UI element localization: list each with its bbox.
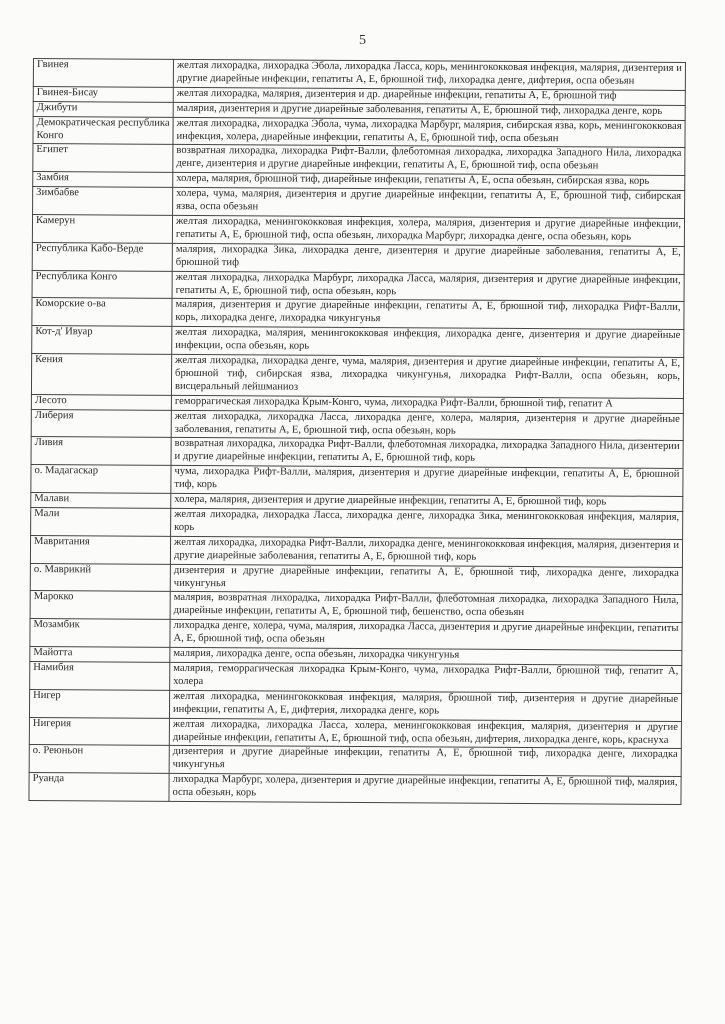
country-cell: Лесото bbox=[31, 394, 171, 410]
table-row bbox=[31, 409, 683, 441]
country-cell: Майотта bbox=[30, 647, 170, 663]
diseases-cell: желтая лихорадка, менингококковая инфекция, малярия, брюшной тиф, дизентерия и другие диарейные инфекции, гепатиты А, Е, дифтерия, лихорадка денге, корь bbox=[169, 690, 681, 721]
table-row bbox=[33, 116, 685, 148]
diseases-cell: желтая лихорадка, лихорадка Эбола, лихорадка Ласса, корь, менингококковая инфекция, малярия, дизентерия и другие диарейные инфекции, гепатиты А, Е, брюшной тиф, лихорадка денге, дифтерия, оспа обезьян bbox=[173, 59, 685, 90]
diseases-cell: возвратная лихорадка, лихорадка Рифт-Валли, флеботомная лихорадка, лихорадка Западного Нила, лихорадка денге, дизентерия и другие диарейные инфекции, гепатиты А, Е, брюшной тиф, оспа обезьян bbox=[173, 145, 685, 176]
table-row bbox=[33, 144, 685, 176]
diseases-cell: малярия, лихорадка денге, оспа обезьян, лихорадка чикунгунья bbox=[170, 647, 682, 665]
diseases-cell: желтая лихорадка, лихорадка Рифт-Валли, лихорадка денге, менингококковая инфекция, малярия, дизентерия и другие диарейные заболевания, гепатиты А, Е, брюшной тиф, корь bbox=[170, 536, 682, 567]
countries-diseases-table bbox=[28, 58, 686, 805]
table-row bbox=[32, 270, 684, 302]
table-row bbox=[30, 563, 682, 595]
page-number: 5 bbox=[359, 33, 366, 48]
table-row bbox=[29, 717, 681, 749]
country-cell: Камерун bbox=[32, 214, 172, 243]
diseases-cell: желтая лихорадка, лихорадка Ласса, лихорадка денге, холера, малярия, дизентерия и другие диарейные заболевания, гепатиты А, Е, брюшной тиф, оспа обезьян, корь bbox=[171, 410, 683, 441]
table-body bbox=[29, 59, 686, 805]
diseases-cell: желтая лихорадка, лихорадка Ласса, холера, менингококковая инфекция, малярия, дизентерия и другие диарейные инфекции, гепатиты А, Е, брюшной тиф, оспа обезьян, дифтерия, лихорадка денге, корь, краснуха bbox=[169, 718, 681, 749]
table-row bbox=[31, 507, 683, 539]
table-row bbox=[31, 437, 683, 469]
country-cell: Кения bbox=[31, 354, 171, 396]
diseases-cell: дизентерия и другие диарейные инфекции, гепатиты А, Е, брюшной тиф, лихорадка денге, лихорадка чикунгунья bbox=[169, 746, 681, 777]
country-cell: Республика Кабо-Верде bbox=[32, 242, 172, 271]
diseases-cell: малярия, возвратная лихорадка, лихорадка Рифт-Валли, флеботомная лихорадка, лихорадка Западного Нила, диарейные инфекции, гепатиты А, Е, брюшной тиф, бешенство, оспа обезьян bbox=[170, 592, 682, 623]
country-cell: Либерия bbox=[31, 409, 171, 438]
country-cell: Малави bbox=[31, 493, 171, 509]
diseases-cell: геморрагическая лихорадка Крым-Конго, чума, лихорадка Рифт-Валли, брюшной тиф, гепатит А bbox=[171, 395, 683, 413]
country-cell: Республика Конго bbox=[32, 270, 172, 299]
diseases-cell: желтая лихорадка, лихорадка денге, чума, малярия, дизентерия и другие диарейные инфекции, гепатиты А, Е, брюшной тиф, сибирская язва, лихорадка чикунгунья, лихорадка Рифт-Валли, оспа обезьян, корь, висцеральный лейшманиоз bbox=[171, 354, 683, 398]
country-cell: Гвинея-Бисау bbox=[33, 86, 173, 102]
diseases-cell: дизентерия и другие диарейные инфекции, гепатиты А, Е, брюшной тиф, лихорадка денге, лихорадка чикунгунья bbox=[170, 564, 682, 595]
diseases-cell: желтая лихорадка, малярия, менингококковая инфекция, лихорадка денге, дизентерия и другие диарейные инфекции, оспа обезьян, корь bbox=[172, 327, 684, 358]
diseases-cell: желтая лихорадка, лихорадка Ласса, лихорадка денге, лихорадка Зика, менингококковая инфекция, малярия, корь bbox=[171, 508, 683, 539]
country-cell: Кот-д' Ивуар bbox=[32, 326, 172, 355]
country-cell: Коморские о-ва bbox=[32, 298, 172, 327]
diseases-cell: малярия, дизентерия и другие диарейные заболевания, гепатиты А, Е, брюшной тиф, лихорадка денге, корь bbox=[173, 102, 685, 120]
table-row bbox=[30, 619, 682, 651]
diseases-cell: холера, малярия, дизентерия и другие диарейные инфекции, гепатиты А, Е, брюшной тиф, корь bbox=[171, 493, 683, 511]
table-row bbox=[32, 242, 684, 274]
diseases-cell: малярия, лихорадка Зика, лихорадка денге, дизентерия и другие диарейные заболевания, гепатиты А, Е, брюшной тиф bbox=[172, 243, 684, 274]
table-row bbox=[30, 591, 682, 623]
diseases-cell: желтая лихорадка, лихорадка Марбург, лихорадка Ласса, малярия, дизентерия и другие диарейные инфекции, гепатиты А, Е, брюшной тиф, оспа обезьян, корь bbox=[172, 271, 684, 302]
table-row bbox=[30, 535, 682, 567]
country-cell: о. Мадагаскар bbox=[31, 465, 171, 494]
country-cell: Ливия bbox=[31, 437, 171, 466]
country-cell: Замбия bbox=[33, 172, 173, 188]
country-cell: Египет bbox=[33, 144, 173, 173]
country-cell: Марокко bbox=[30, 591, 170, 620]
diseases-cell: малярия, дизентерия и другие диарейные инфекции, гепатиты А, Е, брюшной тиф, лихорадка Рифт-Валли, корь, лихорадка денге, лихорадка чикунгунья bbox=[172, 299, 684, 330]
table-row bbox=[29, 689, 681, 721]
table-row bbox=[33, 187, 685, 219]
country-cell: Мавритания bbox=[30, 535, 170, 564]
country-cell: Гвинея bbox=[33, 59, 173, 88]
table-row bbox=[31, 465, 683, 497]
diseases-cell: лихорадка денге, холера, чума, малярия, лихорадка Ласса, дизентерия и другие диарейные инфекции, гепатиты А, Е, брюшной тиф, оспа обезьян bbox=[170, 620, 682, 651]
table-row bbox=[30, 661, 682, 693]
country-cell: Мали bbox=[31, 507, 171, 536]
table-row bbox=[31, 354, 683, 399]
diseases-cell: возвратная лихорадка, лихорадка Рифт-Валли, флеботомная лихорадка, лихорадка Западного Нила, дизентерии и другие диарейные инфекции, гепатиты А, Е, брюшной тиф, корь bbox=[171, 438, 683, 469]
country-cell: Зимбабве bbox=[33, 187, 173, 216]
diseases-cell: желтая лихорадка, малярия, дизентерия и др. диарейные инфекции, гепатиты А, Е, брюшной тиф bbox=[173, 87, 685, 105]
country-cell: Руанда bbox=[29, 773, 169, 802]
country-cell: Джибути bbox=[33, 101, 173, 117]
diseases-cell: лихорадка Марбург, холера, дизентерия и другие диарейные инфекции, гепатиты А, Е, брюшной тиф, малярия, оспа обезьян, корь bbox=[169, 774, 681, 805]
country-cell: Нигерия bbox=[29, 717, 169, 746]
country-cell: Демократическая республика Конго bbox=[33, 116, 173, 145]
country-cell: о. Маврикий bbox=[30, 563, 170, 592]
country-cell: Намибия bbox=[30, 661, 170, 690]
diseases-cell: желтая лихорадка, менингококковая инфекция, холера, малярия, дизентерия и другие диарейные инфекции, гепатиты А, Е, брюшной тиф, оспа обезьян, лихорадка Марбург, лихорадка денге, оспа обезьян, корь bbox=[172, 215, 684, 246]
table-row bbox=[32, 298, 684, 330]
table-row bbox=[32, 214, 684, 246]
table-row bbox=[29, 773, 681, 805]
diseases-cell: холера, малярия, брюшной тиф, диарейные инфекции, гепатиты А, Е, оспа обезьян, сибирская язва, корь bbox=[173, 173, 685, 191]
diseases-cell: желтая лихорадка, лихорадка Эбола, чума, лихорадка Марбург, малярия, сибирская язва, корь, менингококковая инфекция, холера, диарейные инфекции, гепатиты А, Е, брюшной тиф, оспа обезьян bbox=[173, 117, 685, 148]
table-row bbox=[33, 59, 685, 91]
country-cell: о. Реюньон bbox=[29, 745, 169, 774]
diseases-cell: чума, лихорадка Рифт-Валли, малярия, дизентерия и другие диарейные инфекции, гепатиты А, Е, брюшной тиф, корь bbox=[171, 466, 683, 497]
table-row bbox=[29, 745, 681, 777]
diseases-cell: малярия, геморрагическая лихорадка Крым-Конго, чума, лихорадка Рифт-Валли, брюшной тиф, гепатит А, холера bbox=[170, 662, 682, 693]
country-cell: Мозамбик bbox=[30, 619, 170, 648]
country-cell: Нигер bbox=[29, 689, 169, 718]
table-row bbox=[32, 326, 684, 358]
diseases-cell: холера, чума, малярия, дизентерия и другие диарейные инфекции, гепатиты А, Е, брюшной тиф, сибирская язва, оспа обезьян bbox=[173, 188, 685, 219]
